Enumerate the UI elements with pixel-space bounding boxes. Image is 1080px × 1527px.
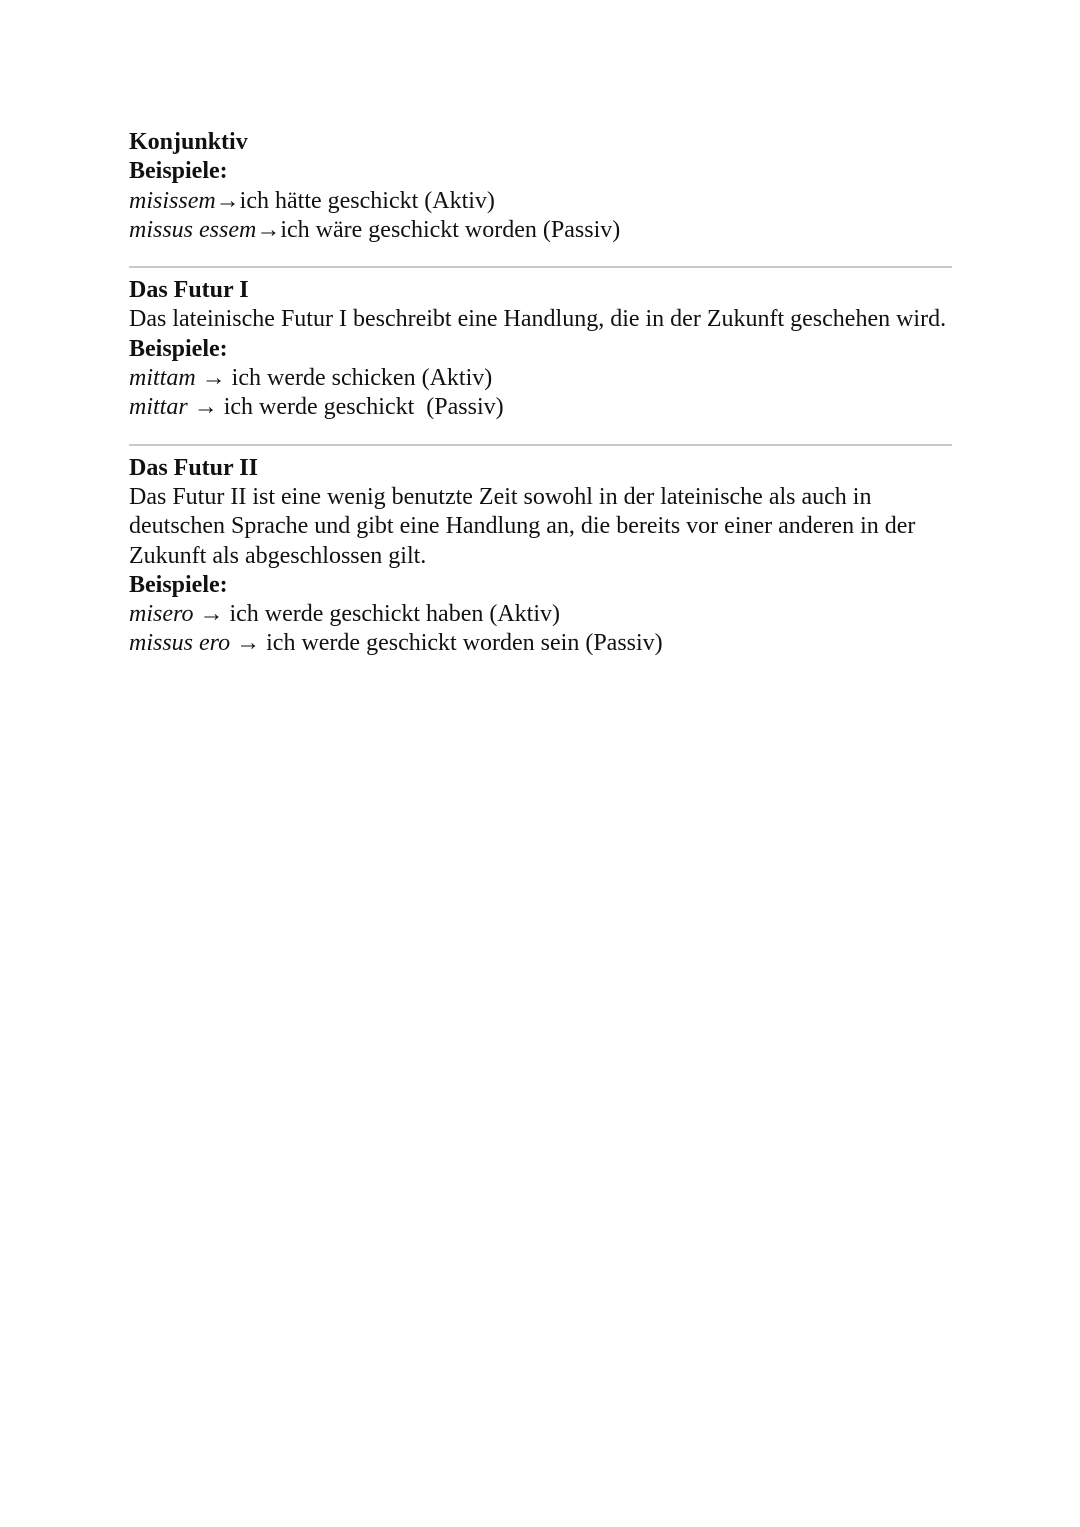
german-translation: ich wäre geschickt worden (Passiv) — [280, 216, 621, 243]
latin-form: mittam — [129, 365, 196, 392]
document-page — [129, 128, 952, 659]
example-line — [129, 393, 952, 422]
german-translation: ich hätte geschickt (Aktiv) — [239, 187, 495, 214]
section-description: Das Futur II ist eine wenig benutzte Zeit sowohl in der lateinische als auch in deutschen Sprache und gibt eine Handlung an, die bereits vor einer anderen in der Zukunft als abgeschlossen gilt. — [129, 483, 916, 569]
german-translation: ich werde geschickt worden sein (Passiv) — [266, 630, 663, 657]
latin-form: misissem — [129, 187, 216, 214]
examples-label: Beispiele: — [129, 158, 228, 185]
arrow-icon: → — [230, 630, 267, 657]
latin-form: mittar — [129, 394, 188, 421]
section-description: Das lateinische Futur I beschreibt eine Handlung, die in der Zukunft geschehen wird. — [129, 306, 947, 333]
examples-label: Beispiele: — [129, 335, 228, 362]
latin-form: missus essem — [129, 216, 257, 243]
example-line — [129, 187, 952, 216]
arrow-icon: → — [193, 601, 230, 628]
arrow-icon: → — [195, 365, 232, 392]
example-line — [129, 364, 952, 393]
examples-label: Beispiele: — [129, 571, 228, 598]
example-line — [129, 216, 952, 245]
german-translation: ich werde geschickt (Passiv) — [223, 394, 504, 421]
section-futur-2 — [129, 454, 952, 659]
latin-form: missus ero — [129, 630, 231, 657]
section-divider — [129, 266, 952, 268]
example-line — [129, 629, 952, 658]
arrow-icon: → — [256, 216, 281, 243]
section-title: Konjunktiv — [129, 129, 248, 155]
section-konjunktiv — [129, 128, 952, 245]
section-title: Das Futur II — [129, 454, 258, 481]
latin-form: misero — [129, 601, 194, 628]
example-line — [129, 600, 952, 629]
section-title: Das Futur I — [129, 277, 249, 304]
section-futur-1 — [129, 276, 952, 422]
german-translation: ich werde geschickt haben (Aktiv) — [229, 601, 560, 628]
arrow-icon: → — [187, 394, 224, 421]
section-divider — [129, 444, 952, 446]
german-translation: ich werde schicken (Aktiv) — [231, 365, 493, 392]
arrow-icon: → — [215, 187, 240, 214]
